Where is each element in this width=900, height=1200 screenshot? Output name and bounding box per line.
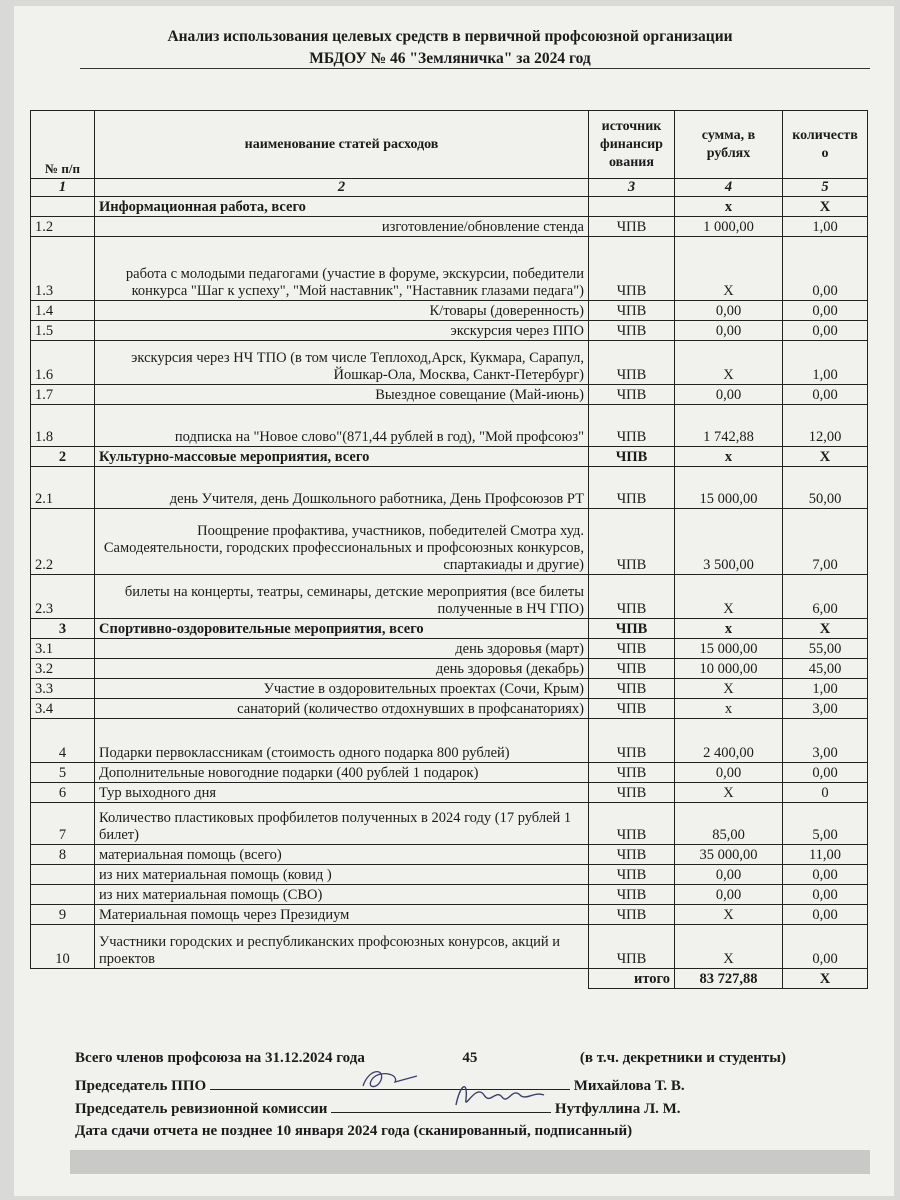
cell-name: день здоровья (март) <box>95 639 589 659</box>
cell-num: 2 <box>31 447 95 467</box>
table-row <box>31 803 868 845</box>
cell-num: 4 <box>31 719 95 763</box>
cell-name: день здоровья (декабрь) <box>95 659 589 679</box>
cell-name: экскурсия через НЧ ТПО (в том числе Теплоход,Арск, Кукмара, Сарапул, Йошкар-Ола, Москва, Санкт-Петербург) <box>95 341 589 385</box>
cell-name: Материальная помощь через Президиум <box>95 905 589 925</box>
footer-audit <box>75 1098 681 1118</box>
cell-count: 1,00 <box>783 679 868 699</box>
cell-sum: Х <box>675 237 783 301</box>
cell-sum: 85,00 <box>675 803 783 845</box>
cell-source: ЧПВ <box>589 845 675 865</box>
cell-count: 11,00 <box>783 845 868 865</box>
cell-sum: Х <box>675 575 783 619</box>
cell-num <box>31 865 95 885</box>
cell-num <box>31 197 95 217</box>
audit-name: Нутфуллина Л. М. <box>554 1101 681 1117</box>
cell-name: Спортивно-оздоровительные мероприятия, всего <box>95 619 589 639</box>
table-row <box>31 699 868 719</box>
table-row <box>31 509 868 575</box>
cell-name: К/товары (доверенность) <box>95 301 589 321</box>
table-row <box>31 197 868 217</box>
cell-count: 0,00 <box>783 385 868 405</box>
table-row <box>31 783 868 803</box>
cell-num: 1.5 <box>31 321 95 341</box>
cell-count: 3,00 <box>783 699 868 719</box>
total-count: Х <box>783 969 868 989</box>
cell-count: 6,00 <box>783 575 868 619</box>
audit-label: Председатель ревизионной комиссии <box>75 1101 328 1117</box>
cell-name: Количество пластиковых профбилетов полученных в 2024 году (17 рублей 1 билет) <box>95 803 589 845</box>
cell-name: Культурно-массовые мероприятия, всего <box>95 447 589 467</box>
cell-source: ЧПВ <box>589 619 675 639</box>
cell-source: ЧПВ <box>589 719 675 763</box>
cell-sum: 1 000,00 <box>675 217 783 237</box>
cell-source: ЧПВ <box>589 321 675 341</box>
cell-sum: 15 000,00 <box>675 639 783 659</box>
cell-sum: 10 000,00 <box>675 659 783 679</box>
cell-num: 1.4 <box>31 301 95 321</box>
cell-num: 7 <box>31 803 95 845</box>
cell-sum: Х <box>675 679 783 699</box>
total-blank <box>31 969 589 989</box>
cell-num: 1.8 <box>31 405 95 447</box>
cell-sum: 0,00 <box>675 763 783 783</box>
cell-sum: Х <box>675 905 783 925</box>
cell-name: Дополнительные новогодние подарки (400 рублей 1 подарок) <box>95 763 589 783</box>
cell-source <box>589 197 675 217</box>
audit-signature <box>450 1075 550 1115</box>
cell-sum: 0,00 <box>675 865 783 885</box>
cell-source: ЧПВ <box>589 341 675 385</box>
cell-source: ЧПВ <box>589 639 675 659</box>
cell-count: Х <box>783 197 868 217</box>
cell-sum: х <box>675 197 783 217</box>
table-row <box>31 217 868 237</box>
cell-num: 10 <box>31 925 95 969</box>
cell-sum: 0,00 <box>675 321 783 341</box>
cell-source: ЧПВ <box>589 865 675 885</box>
cell-name: день Учителя, день Дошкольного работника, День Профсоюзов РТ <box>95 467 589 509</box>
cell-count: 45,00 <box>783 659 868 679</box>
cell-source: ЧПВ <box>589 237 675 301</box>
cell-source: ЧПВ <box>589 925 675 969</box>
cell-count: 0,00 <box>783 763 868 783</box>
cell-num: 2.2 <box>31 509 95 575</box>
expense-table <box>30 110 868 989</box>
cell-name: работа с молодыми педагогами (участие в форуме, экскурсии, победители конкурса "Шаг к успеху", "Мой наставник", "Наставник глазами педага") <box>95 237 589 301</box>
cell-count: 0 <box>783 783 868 803</box>
chair-label: Председатель ППО <box>75 1078 207 1094</box>
cell-name: изготовление/обновление стенда <box>95 217 589 237</box>
cell-num: 8 <box>31 845 95 865</box>
cell-source: ЧПВ <box>589 803 675 845</box>
cell-source: ЧПВ <box>589 679 675 699</box>
colnum: 2 <box>95 179 589 197</box>
cell-num: 5 <box>31 763 95 783</box>
cell-name: Участники городских и республиканских профсоюзных конурсов, акций и проектов <box>95 925 589 969</box>
table-row <box>31 301 868 321</box>
cell-name: санаторий (количество отдохнувших в профсанаториях) <box>95 699 589 719</box>
cell-source: ЧПВ <box>589 447 675 467</box>
members-label: Всего членов профсоюза на 31.12.2024 года <box>75 1050 365 1066</box>
table-row <box>31 321 868 341</box>
cell-sum: Х <box>675 341 783 385</box>
cell-count: Х <box>783 447 868 467</box>
cell-count: 0,00 <box>783 321 868 341</box>
cell-source: ЧПВ <box>589 301 675 321</box>
cell-sum: х <box>675 619 783 639</box>
document-title-line2: МБДОУ № 46 "Земляничка" за 2024 год <box>309 50 591 67</box>
cell-count: 1,00 <box>783 217 868 237</box>
cell-source: ЧПВ <box>589 217 675 237</box>
col-header-count: количеств о <box>783 111 868 179</box>
chair-signature <box>355 1064 425 1094</box>
cell-name: Участие в оздоровительных проектах (Сочи, Крым) <box>95 679 589 699</box>
cell-sum: 35 000,00 <box>675 845 783 865</box>
cell-source: ЧПВ <box>589 405 675 447</box>
cell-name: Выездное совещание (Май-июнь) <box>95 385 589 405</box>
cell-count: 3,00 <box>783 719 868 763</box>
cell-num: 3.4 <box>31 699 95 719</box>
cell-count: 0,00 <box>783 925 868 969</box>
cell-num: 1.6 <box>31 341 95 385</box>
cell-count: 12,00 <box>783 405 868 447</box>
cell-num: 6 <box>31 783 95 803</box>
cell-name: Подарки первоклассникам (стоимость одного подарка 800 рублей) <box>95 719 589 763</box>
cell-sum: Х <box>675 783 783 803</box>
cell-count: 5,00 <box>783 803 868 845</box>
table-row <box>31 575 868 619</box>
table-row <box>31 865 868 885</box>
cell-sum: Х <box>675 925 783 969</box>
total-sum: 83 727,88 <box>675 969 783 989</box>
footer-deadline: Дата сдачи отчета не позднее 10 января 2024 года (сканированный, подписанный) <box>75 1123 633 1139</box>
colnum: 5 <box>783 179 868 197</box>
table-row <box>31 763 868 783</box>
cell-sum: 0,00 <box>675 885 783 905</box>
table-row <box>31 679 868 699</box>
table-row <box>31 905 868 925</box>
table-row <box>31 237 868 301</box>
cell-sum: х <box>675 699 783 719</box>
table-row <box>31 467 868 509</box>
table-row <box>31 385 868 405</box>
cell-name: из них материальная помощь (ковид ) <box>95 865 589 885</box>
cell-name: материальная помощь (всего) <box>95 845 589 865</box>
cell-source: ЧПВ <box>589 783 675 803</box>
chair-name: Михайлова Т. В. <box>573 1078 685 1094</box>
table-row <box>31 619 868 639</box>
cell-count: 0,00 <box>783 865 868 885</box>
cell-num: 2.3 <box>31 575 95 619</box>
column-number-row <box>31 179 868 197</box>
cell-count: 1,00 <box>783 341 868 385</box>
table-row <box>31 639 868 659</box>
cell-source: ЧПВ <box>589 905 675 925</box>
table-row <box>31 845 868 865</box>
cell-num: 1.7 <box>31 385 95 405</box>
cell-num: 9 <box>31 905 95 925</box>
scan-shadow <box>70 1150 870 1174</box>
cell-name: билеты на концерты, театры, семинары, детские мероприятия (все билеты полученные в НЧ ГПО) <box>95 575 589 619</box>
cell-source: ЧПВ <box>589 885 675 905</box>
cell-sum: 1 742,88 <box>675 405 783 447</box>
cell-name: Поощрение профактива, участников, победителей Смотра худ. Самодеятельности, городских профессиональных и профсоюзных конкурсов, спартакиады и другие) <box>95 509 589 575</box>
cell-source: ЧПВ <box>589 385 675 405</box>
members-count: 45 <box>462 1050 478 1066</box>
cell-source: ЧПВ <box>589 575 675 619</box>
table-row <box>31 447 868 467</box>
table-row <box>31 405 868 447</box>
cell-source: ЧПВ <box>589 509 675 575</box>
table-row <box>31 659 868 679</box>
table-row <box>31 341 868 385</box>
cell-name: экскурсия через ППО <box>95 321 589 341</box>
table-row <box>31 885 868 905</box>
cell-sum: 2 400,00 <box>675 719 783 763</box>
cell-name: Тур выходного дня <box>95 783 589 803</box>
cell-source: ЧПВ <box>589 659 675 679</box>
cell-num: 3.3 <box>31 679 95 699</box>
cell-source: ЧПВ <box>589 763 675 783</box>
total-label: итого <box>589 969 675 989</box>
colnum: 4 <box>675 179 783 197</box>
colnum: 1 <box>31 179 95 197</box>
cell-num <box>31 885 95 905</box>
table-row <box>31 719 868 763</box>
cell-count: 55,00 <box>783 639 868 659</box>
cell-num: 3 <box>31 619 95 639</box>
cell-count: 50,00 <box>783 467 868 509</box>
cell-count: 0,00 <box>783 885 868 905</box>
footer-members <box>75 1050 786 1067</box>
col-header-sum: сумма, в рублях <box>675 111 783 179</box>
cell-num: 1.2 <box>31 217 95 237</box>
cell-count: 7,00 <box>783 509 868 575</box>
col-header-name: наименование статей расходов <box>95 111 589 179</box>
cell-num: 2.1 <box>31 467 95 509</box>
col-header-num: № п/п <box>31 111 95 179</box>
cell-count: 0,00 <box>783 905 868 925</box>
cell-sum: 3 500,00 <box>675 509 783 575</box>
cell-count: 0,00 <box>783 237 868 301</box>
members-note: (в т.ч. декретники и студенты) <box>579 1050 786 1066</box>
cell-name: из них материальная помощь (СВО) <box>95 885 589 905</box>
cell-count: 0,00 <box>783 301 868 321</box>
col-header-source: источник финансир ования <box>589 111 675 179</box>
cell-source: ЧПВ <box>589 699 675 719</box>
cell-num: 3.2 <box>31 659 95 679</box>
table-row <box>31 925 868 969</box>
cell-sum: 0,00 <box>675 385 783 405</box>
cell-sum: 0,00 <box>675 301 783 321</box>
cell-num: 3.1 <box>31 639 95 659</box>
cell-name: Информационная работа, всего <box>95 197 589 217</box>
cell-num: 1.3 <box>31 237 95 301</box>
cell-count: Х <box>783 619 868 639</box>
cell-sum: 15 000,00 <box>675 467 783 509</box>
total-row <box>31 969 868 989</box>
colnum: 3 <box>589 179 675 197</box>
title-underline <box>80 68 870 69</box>
cell-source: ЧПВ <box>589 467 675 509</box>
cell-sum: х <box>675 447 783 467</box>
document-title-line1: Анализ использования целевых средств в первичной профсоюзной организации <box>167 28 733 45</box>
cell-name: подписка на "Новое слово"(871,44 рублей в год), "Мой профсоюз" <box>95 405 589 447</box>
